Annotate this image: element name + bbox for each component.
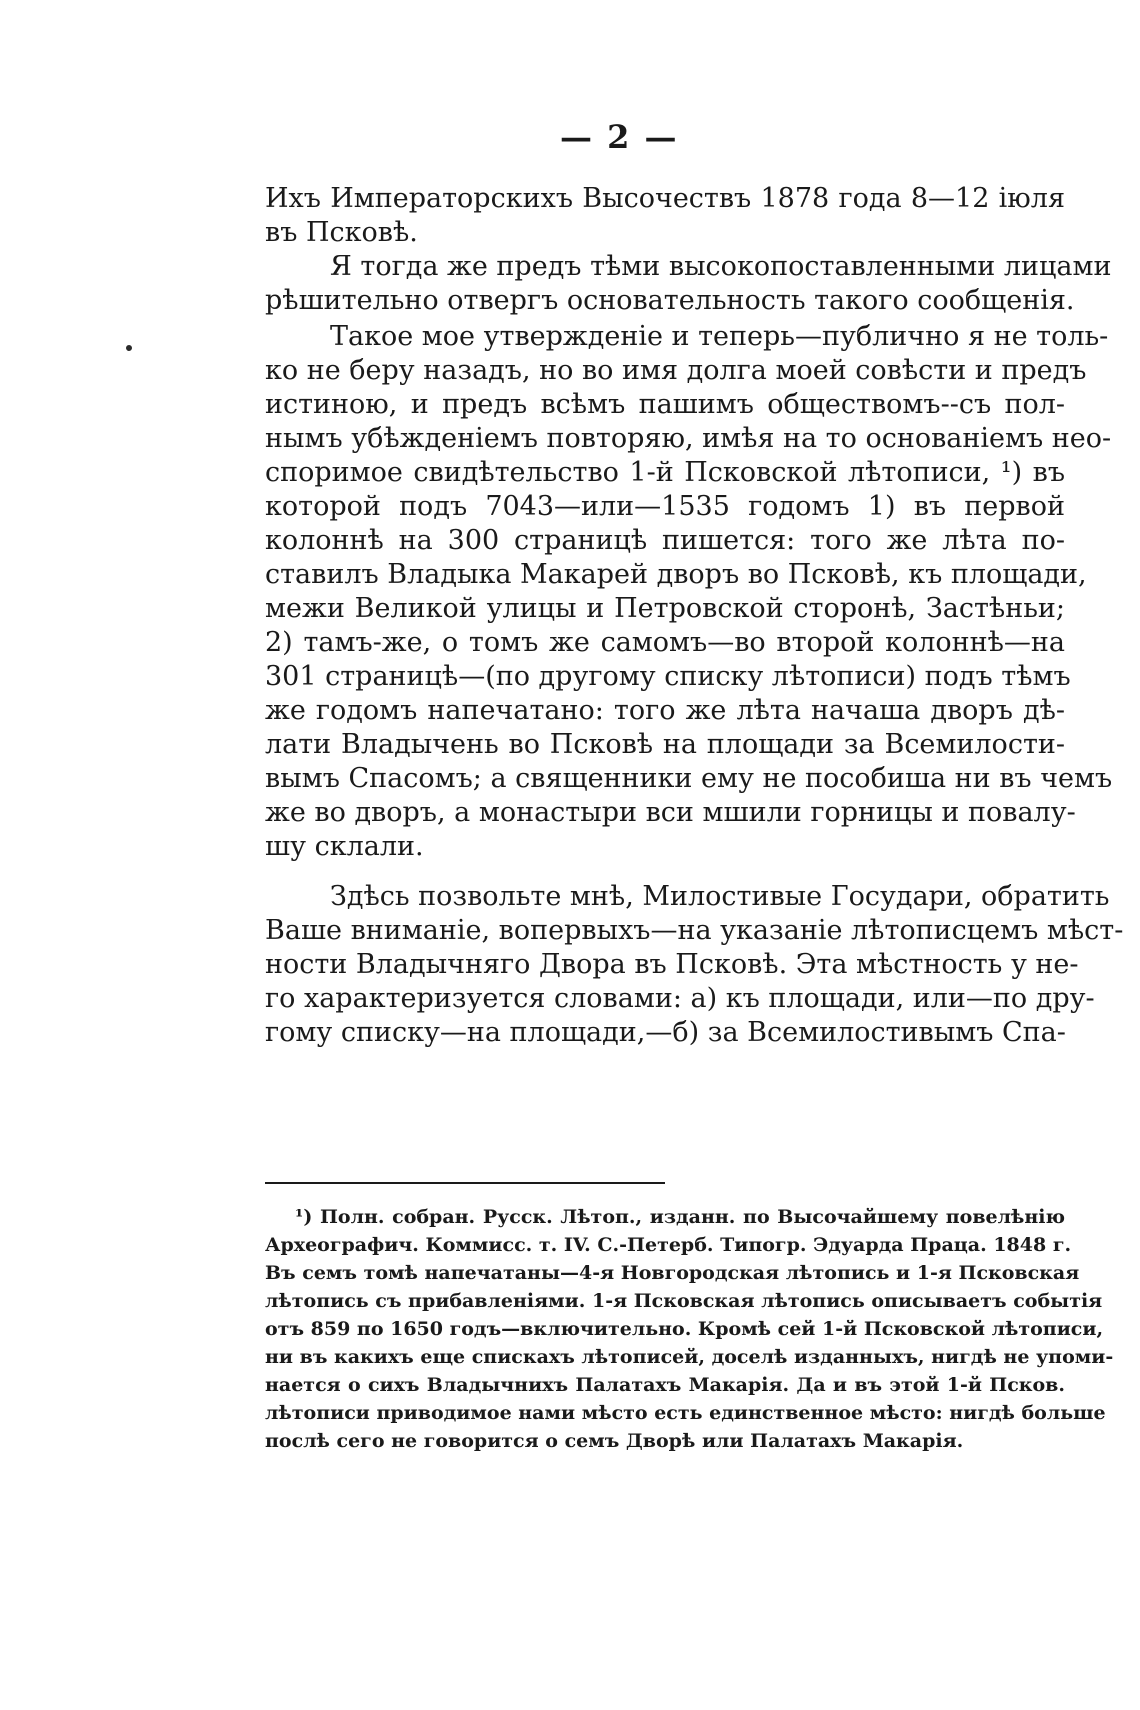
footnote-line: послѣ сего не говорится о семъ Дворѣ или Палатахъ Макарія. [265, 1430, 964, 1452]
body-line: ко не беру назадъ, но во имя долга моей совѣсти и предъ [265, 355, 1087, 386]
footnote-line: нается о сихъ Владычнихъ Палатахъ Макарія. Да и въ этой 1-й Псков. [265, 1374, 1065, 1396]
footnote-line: Археографич. Коммисс. т. IV. С.-Петерб. Типогр. Эдуарда Праца. 1848 г. [265, 1234, 1072, 1256]
body-line: которой подъ 7043—или—1535 годомъ 1) въ первой [265, 491, 1065, 522]
footnote-line: лѣтописи приводимое нами мѣсто есть единственное мѣсто: нигдѣ больше [265, 1402, 1106, 1424]
body-line: го характеризуется словами: а) къ площади, или—по дру- [265, 983, 1095, 1014]
body-line: Здѣсь позвольте мнѣ, Милостивые Государи, обратить [330, 881, 1110, 912]
body-line: 2) тамъ-же, о томъ же самомъ—во второй колоннѣ—на [265, 627, 1065, 658]
body-line: 301 страницѣ—(по другому списку лѣтописи) подъ тѣмъ [265, 661, 1071, 692]
page-number: — 2 — [560, 118, 679, 156]
footnote-line: ни въ какихъ еще спискахъ лѣтописей, доселѣ изданныхъ, нигдѣ не упоми- [265, 1346, 1114, 1368]
footnote-line: отъ 859 по 1650 годъ—включительно. Кромѣ сей 1-й Псковской лѣтописи, [265, 1318, 1104, 1340]
footnote-divider [265, 1182, 665, 1184]
body-line: шу склали. [265, 831, 424, 862]
body-line: Такое мое утвержденіе и теперь—публично я не толь- [330, 321, 1109, 352]
body-line: же во дворъ, а монастыри вси мшили горницы и повалу- [265, 797, 1076, 828]
scan-speck [126, 345, 132, 351]
body-line: же годомъ напечатано: того же лѣта начаша дворъ дѣ- [265, 695, 1065, 726]
body-line: ности Владычняго Двора въ Псковѣ. Эта мѣстность у не- [265, 949, 1079, 980]
body-line: споримое свидѣтельство 1-й Псковской лѣтописи, ¹) въ [265, 457, 1065, 488]
footnote-line: Въ семъ томѣ напечатаны—4-я Новгородская лѣтопись и 1-я Псковская [265, 1262, 1080, 1284]
body-line: Ихъ Императорскихъ Высочествъ 1878 года 8—12 іюля [265, 183, 1065, 214]
body-line: вымъ Спасомъ; а священники ему не пособиша ни въ чемъ [265, 763, 1113, 794]
body-line: Ваше вниманіе, вопервыхъ—на указаніе лѣтописцемъ мѣст- [265, 915, 1124, 946]
body-line: гому списку—на площади,—б) за Всемилостивымъ Спа- [265, 1017, 1066, 1048]
body-line: нымъ убѣжденіемъ повторяю, имѣя на то основаніемъ нео- [265, 423, 1112, 454]
footnote-line: ¹) Полн. собран. Русск. Лѣтоп., изданн. по Высочайшему повелѣнію [295, 1206, 1065, 1228]
body-line: рѣшительно отвергъ основательность такого сообщенія. [265, 285, 1075, 316]
body-line: лати Владычень во Псковѣ на площади за Всемилости- [265, 729, 1065, 760]
body-line: истиною, и предъ всѣмъ пашимъ обществомъ--съ пол- [265, 389, 1065, 420]
body-line: колоннѣ на 300 страницѣ пишется: того же лѣта по- [265, 525, 1065, 556]
body-line: межи Великой улицы и Петровской сторонѣ, Застѣньи; [265, 593, 1065, 624]
body-line: въ Псковѣ. [265, 217, 418, 248]
footnote-line: лѣтопись съ прибавленіями. 1-я Псковская лѣтопись описываетъ событія [265, 1290, 1103, 1312]
body-line: ставилъ Владыка Макарей дворъ во Псковѣ, къ площади, [265, 559, 1087, 590]
body-line: Я тогда же предъ тѣми высокопоставленными лицами [330, 251, 1112, 282]
